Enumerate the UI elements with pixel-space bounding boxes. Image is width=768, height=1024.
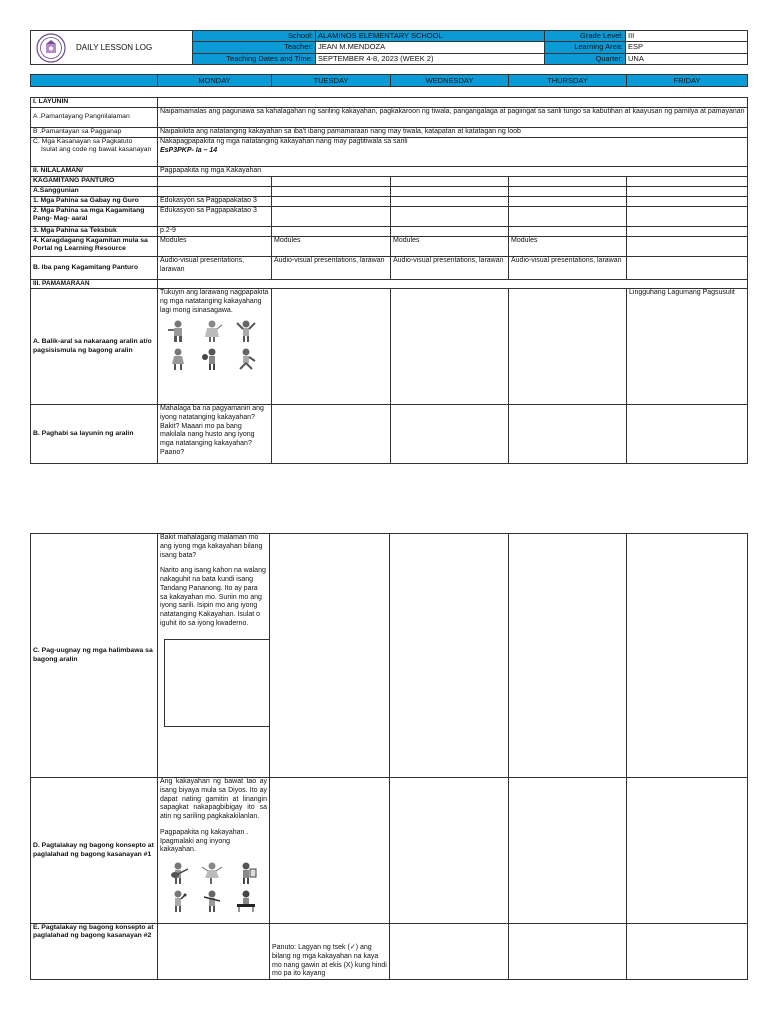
area-label: Learning Area: (545, 42, 626, 53)
lesson-table-page2 (30, 533, 748, 980)
balik-aral-label: A. Balik-aral sa nakaraang aralin at/o pagsisismula ng bagong aralin (31, 289, 158, 405)
header-logo-cell (31, 31, 193, 65)
pagkatuto-text: Nakapagpapakita ng mga natatanging kakayahan nang may pagtitiwala sa sarili (160, 138, 408, 145)
pagtalakay2-label: E. Pagtalakay ng bagong konsepto at paglalahad ng bagong kasanayan #2 (31, 924, 158, 980)
school-value: ALAMINOS ELEMENTARY SCHOOL (316, 31, 545, 42)
kagamitang-text: Edukasyon sa Pagpapakatao 3 (158, 207, 272, 227)
kagamitang-label: 2. Mga Pahina sa mga Kagamitang Pang- Mag- aaral (31, 207, 158, 227)
karagdagang-label: 4. Karagdagang Kagamitan mula sa Portal ng Learning Resource (31, 237, 158, 257)
modules-tuesday: Modules (272, 237, 391, 257)
section-layunin: I. LAYUNIN (31, 98, 158, 108)
av-tuesday: Audio-visual presentations, larawan (272, 257, 391, 280)
children-skills-illustration (166, 319, 258, 371)
area-value: ESP (626, 42, 748, 53)
pangnilalaman-label: A .Pamantayang Pangnilalaman (31, 108, 158, 128)
drawing-box (164, 639, 270, 727)
dates-value: SEPTEMBER 4-8, 2023 (WEEK 2) (316, 53, 545, 64)
gabay-text: Edukasyon sa Pagpapakatao 3 (158, 197, 272, 207)
child-figure-icon (166, 319, 190, 343)
keyboard-player-icon (234, 889, 258, 913)
pagganap-label: B .Pamantayan sa Pagganap (31, 128, 158, 138)
day-header-blank (31, 75, 158, 87)
modules-thursday: Modules (509, 237, 627, 257)
pagkatuto-code: EsP3PKP- Ia – 14 (160, 146, 218, 154)
pag-uugnay-instruction: Narito ang isang kahon na walang nakaguhit na bata kundi isang Tandang Pananong. Ito ay para sa kakayahan mo. Suriin mo ang iyong sarili. Isipin mo ang iyong natatanging Kakayahan. Isulat o iguhit ito sa iyong kwaderno. (160, 567, 266, 627)
friday-assessment: Lingguhang Lagumang Pagsusulit (627, 289, 748, 405)
sanggunian-label: A.Sanggunian (31, 187, 158, 197)
quarter-label: Quarter: (545, 53, 626, 64)
section-pamamaraan: III. PAMAMARAAN (31, 280, 158, 289)
child-figure-icon (234, 319, 258, 343)
pagtalakay1-instruction: Pagpapakita ng kakayahan . Ipagmalaki ang inyong kakayahan. (160, 828, 249, 854)
day-thursday: THURSDAY (509, 75, 627, 87)
child-figure-icon (166, 347, 190, 371)
teksbuk-label: 3. Mga Pahina sa Teksbuk (31, 227, 158, 237)
kagamitang-panturo-label: KAGAMITANG PANTURO (31, 177, 158, 187)
talents-illustration (166, 861, 258, 913)
iba-label: B. Iba pang Kagamitang Panturo (31, 257, 158, 280)
header (30, 30, 748, 65)
modules-monday: Modules (158, 237, 272, 257)
modules-wednesday: Modules (391, 237, 509, 257)
av-thursday: Audio-visual presentations, larawan (509, 257, 627, 280)
painter-icon (234, 861, 258, 885)
pagtalakay1-text: Ang kakayahan ng bawat tao ay isang biyaya mula sa Diyos. Ito ay dapat nating gamitin at linangin sapagkat nakapagbibigay ito sa atin ng sariling pagkakakilanlan. (160, 778, 267, 820)
dates-label: Teaching Dates and Time: (193, 53, 316, 64)
paghabi-label: B. Paghabi sa layunin ng aralin (31, 405, 158, 464)
gabay-label: 1. Mga Pahina sa Gabay ng Guro (31, 197, 158, 207)
guitar-player-icon (166, 861, 190, 885)
child-figure-icon (200, 319, 224, 343)
day-header (30, 74, 748, 87)
lesson-table-page1 (30, 97, 748, 464)
page-title: DAILY LESSON LOG (76, 42, 153, 52)
deped-seal-icon (36, 33, 66, 63)
pag-uugnay-question: Bakit mahalagang malaman mo ang iyong mga kakayahan bilang isang bata? (160, 534, 263, 559)
day-tuesday: TUESDAY (272, 75, 391, 87)
singer-icon (166, 889, 190, 913)
pagtalakay2-text: Panuto: Lagyan ng tsek (✓) ang bilang ng mga kakayahan na kaya mo nang gawin at ekis (X) kung hindi mo pa ito kayang (270, 924, 390, 980)
av-monday: Audio-visual presentations, larawan (158, 257, 272, 280)
school-label: School: (193, 31, 316, 42)
dancer-icon (200, 861, 224, 885)
pagtalakay1-label: D. Pagtalakay ng bagong konsepto at paglalahad ng bagong kasanayan #1 (31, 778, 158, 924)
pagganap-text: Naipakikita ang natatanging kakayahan sa iba't ibang pamamaraan nang may tiwala, katapatan at katatagan ng loob (158, 128, 748, 138)
child-figure-icon (234, 347, 258, 371)
child-figure-icon (200, 347, 224, 371)
pangnilalaman-text: Naipamamalas ang pagunawa sa kahalagahan ng sariling kakayahan, pagkakaroon ng tiwala, pangangalaga at pagiingat sa sarili tungo sa kabutihan at kaayusan ng pamilya at pamayanan (158, 108, 748, 128)
pagkatuto-label-sub: Isulat ang code ng bawat kasanayan (41, 146, 152, 154)
day-wednesday: WEDNESDAY (391, 75, 509, 87)
grade-value: III (626, 31, 748, 42)
pagkatuto-label (31, 138, 158, 167)
teacher-label: Teacher: (193, 42, 316, 53)
quarter-value: UNA (626, 53, 748, 64)
teksbuk-text: p.2-9 (158, 227, 272, 237)
teacher-value: JEAN M.MENDOZA (316, 42, 545, 53)
day-monday: MONDAY (158, 75, 272, 87)
av-wednesday: Audio-visual presentations, larawan (391, 257, 509, 280)
pagkatuto-label-main: C. Mga Kasanayan sa Pagkatuto (33, 138, 133, 145)
grade-label: Grade Level: (545, 31, 626, 42)
day-friday: FRIDAY (627, 75, 748, 87)
nilalaman-label: II. NILALAMAN/ (31, 167, 158, 177)
balik-aral-text: Tukuyin ang larawang nagpapakita ng mga natatanging kakayahang lagi mong isinasagawa. (160, 289, 269, 314)
pag-uugnay-label: C. Pag-uugnay ng mga halimbawa sa bagong aralin (31, 534, 158, 778)
paghabi-text: Mahalaga ba na pagyamanin ang iyong natatanging kakayahan? Bakit? Maaari mo pa bang makilala nang husto ang iyong mga natatanging kakayahan? Paano? (158, 405, 272, 464)
nilalaman-text: Pagpapakita ng mga Kakayahan (158, 167, 748, 177)
flute-player-icon (200, 889, 224, 913)
